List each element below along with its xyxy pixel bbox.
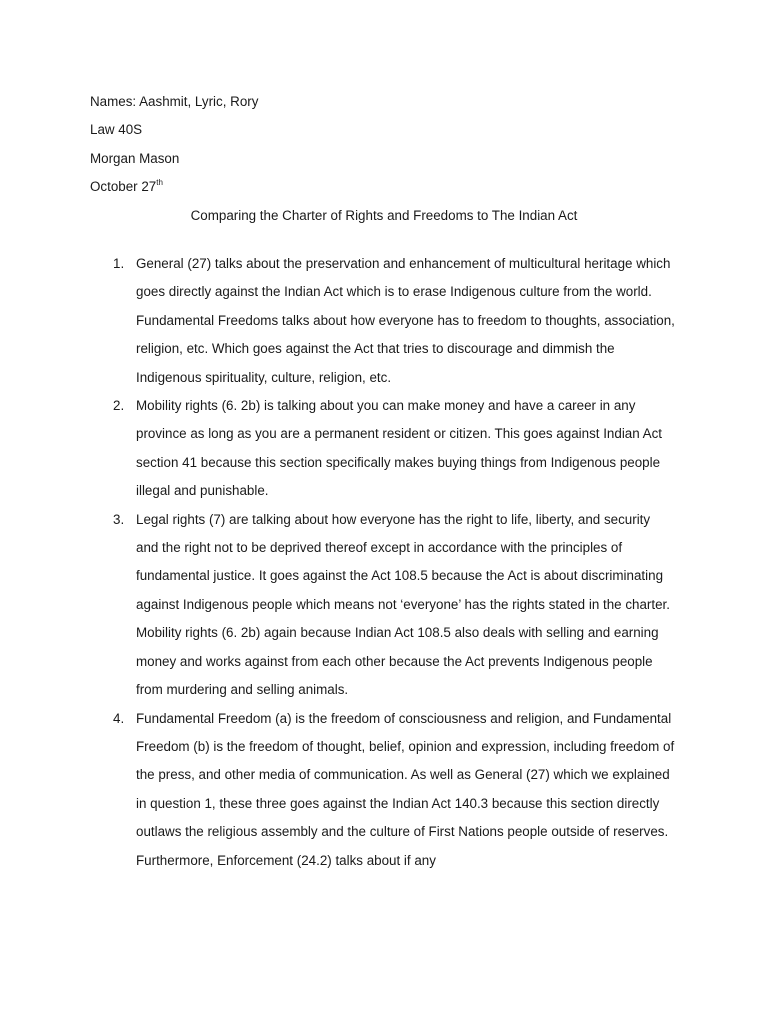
list-item-number: 2. (113, 398, 125, 414)
list-item (0, 506, 768, 705)
list-item-number: 1. (113, 256, 125, 271)
document-title: Comparing the Charter of Rights and Freedoms to The Indian Act (190, 208, 578, 223)
list-item (0, 392, 768, 506)
answer-paragraph: General (27) talks about the preservation and enhancement of multicultural heritage which goes directly against the Indian Act which is to erase Indigenous culture from the world. (136, 256, 671, 300)
answer-list (0, 250, 768, 875)
list-item (0, 705, 768, 875)
list-item-number: 4. (113, 710, 125, 726)
date-ordinal-suffix: th (156, 178, 163, 187)
names-line: Names: Aashmit, Lyric, Rory (90, 94, 259, 109)
answer-paragraph: Fundamental Freedom (a) is the freedom of consciousness and religion, and Fundamental Freedom (b) is the freedom of thought, belief, opinion and expression, including freedom of the press, and other media of communication. As well as General (27) which we explained in question 1, these three goes against the Indian Act 140.3 because this section directly outlaws the religious assembly and the culture of First Nations people outside of reserves. Furthermore, Enforcement (24.2) talks about if any (136, 710, 675, 868)
answer-paragraph: Fundamental Freedoms talks about how everyone has to freedom to thoughts, association, religion, etc. Which goes against the Act that tries to discourage and dimmish the Indigenous spirituality, culture, religion, etc. (136, 312, 675, 385)
course-line: Law 40S (90, 122, 143, 137)
answer-paragraph: Mobility rights (6. 2b) again because Indian Act 108.5 also deals with selling and earning money and works against from each other because the Act prevents Indigenous people from murdering and selling animals. (136, 625, 659, 698)
list-item (0, 250, 768, 392)
date-line (90, 177, 163, 197)
teacher-line: Morgan Mason (90, 151, 180, 166)
answer-paragraph: Mobility rights (6. 2b) is talking about you can make money and have a career in any province as long as you are a permanent resident or citizen. This goes against Indian Act section 41 because this section specifically makes buying things from Indigenous people illegal and punishable. (136, 398, 663, 499)
answer-paragraph: Legal rights (7) are talking about how everyone has the right to life, liberty, and security and the right not to be deprived thereof except in accordance with the principles of fundamental justice. It goes against the Act 108.5 because the Act is about discriminating against Indigenous people which means not ‘everyone’ has the rights stated in the charter. (136, 511, 670, 612)
date-text: October 27 (90, 179, 157, 194)
list-item-number: 3. (113, 511, 125, 527)
